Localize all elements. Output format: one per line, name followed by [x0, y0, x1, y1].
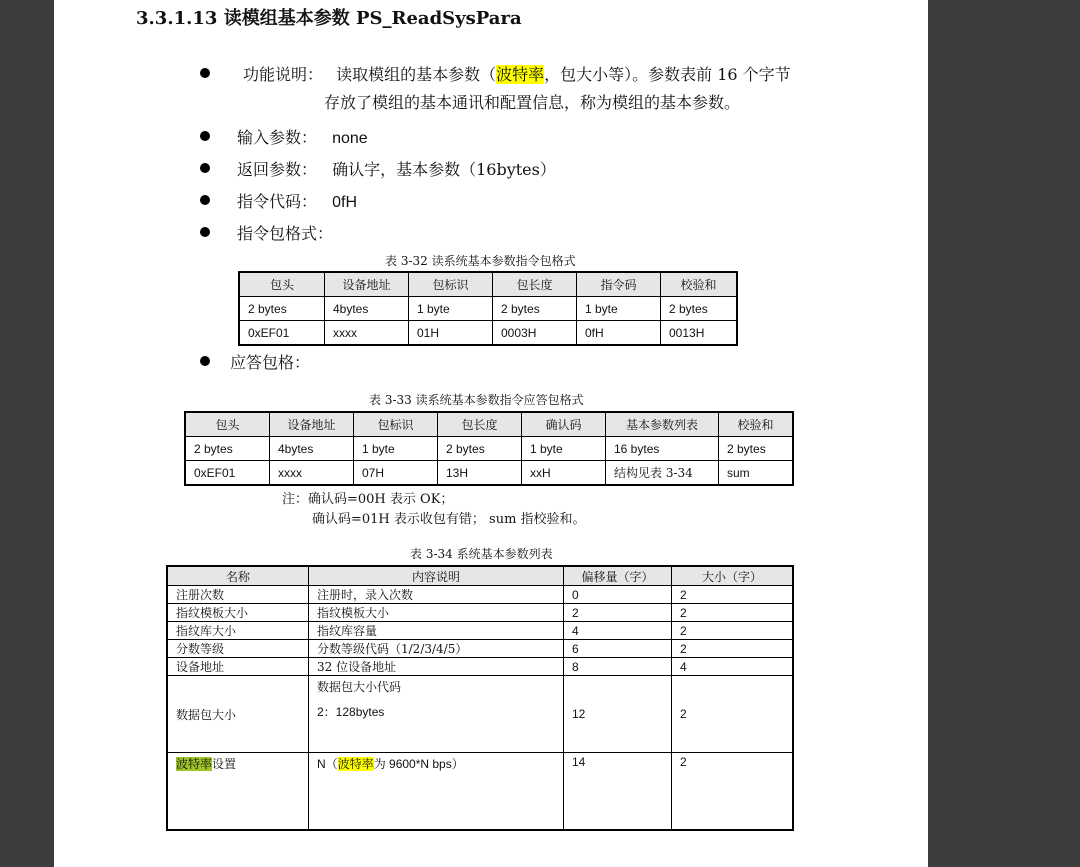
- table-row: [167, 604, 793, 622]
- param-offset: 4: [564, 622, 672, 640]
- param-name: 分数等级: [167, 640, 309, 658]
- param-desc: 32 位设备地址: [309, 658, 564, 676]
- table-cell: 4bytes: [325, 297, 409, 321]
- param-offset: 12: [564, 676, 672, 753]
- bullet-dot: [200, 227, 210, 237]
- header-cell: 设备地址: [325, 272, 409, 297]
- param-size: 2: [672, 640, 794, 658]
- bullet-dot: [200, 195, 210, 205]
- baud-name-highlight: 波特率: [176, 757, 213, 771]
- table-row: [167, 753, 793, 830]
- table-cell: 07H: [354, 461, 438, 486]
- param-desc: 指纹库容量: [309, 622, 564, 640]
- baud-desc-b: 为 9600*N bps）: [373, 757, 464, 771]
- header-cell: 包长度: [493, 272, 577, 297]
- document-page: [54, 0, 928, 867]
- param-size: 2: [672, 753, 794, 830]
- code-value: 0fH: [332, 194, 358, 211]
- return-value: 确认字，基本参数（16bytes）: [332, 160, 556, 179]
- table-cell: 1 byte: [409, 297, 493, 321]
- return-label: 返回参数：: [237, 160, 318, 179]
- header-cell: 名称: [167, 566, 309, 586]
- param-size: 2: [672, 676, 794, 753]
- table-cell: 0003H: [493, 321, 577, 346]
- table-row: [167, 640, 793, 658]
- table-row: [185, 461, 793, 486]
- code-label: 指令代码：: [237, 192, 318, 211]
- func-label: 功能说明：: [243, 65, 324, 84]
- table-cell: 2 bytes: [493, 297, 577, 321]
- param-name: 注册次数: [167, 586, 309, 604]
- table-row: [167, 658, 793, 676]
- table-cell: 2 bytes: [185, 437, 270, 461]
- param-desc: [309, 676, 564, 753]
- bullet-dot: [200, 163, 210, 173]
- header-cell: 包标识: [409, 272, 493, 297]
- param-offset: 2: [564, 604, 672, 622]
- func-text-c: 存放了模组的基本通讯和配置信息，称为模组的基本参数。: [324, 93, 741, 112]
- header-cell: 偏移量（字）: [564, 566, 672, 586]
- table-row: [167, 622, 793, 640]
- baud-highlight: 波特率: [496, 65, 545, 84]
- param-offset: 0: [564, 586, 672, 604]
- table-cell: 2 bytes: [438, 437, 522, 461]
- table-row: [239, 321, 737, 346]
- param-size: 2: [672, 622, 794, 640]
- param-desc-line-2: 2：128bytes: [317, 705, 385, 719]
- bullet-dot: [200, 356, 210, 366]
- table-header-row: [185, 412, 793, 437]
- table-cell: 01H: [409, 321, 493, 346]
- function-description: [243, 62, 791, 85]
- param-size: 2: [672, 604, 794, 622]
- param-name: 指纹库大小: [167, 622, 309, 640]
- func-text-b: ，包大小等）。参数表前 16 个字节: [544, 65, 791, 84]
- table-cell: 4bytes: [270, 437, 354, 461]
- table2-caption: 表 3-33 读系统基本参数指令应答包格式: [369, 393, 584, 407]
- param-desc-line-1: 数据包大小代码: [317, 680, 402, 694]
- table-cell: 1 byte: [522, 437, 606, 461]
- table-cell: 2 bytes: [719, 437, 794, 461]
- baud-desc-a: N（: [317, 757, 338, 771]
- table-cell: sum: [719, 461, 794, 486]
- header-cell: 包标识: [354, 412, 438, 437]
- param-desc: 分数等级代码（1/2/3/4/5）: [309, 640, 564, 658]
- param-size: 2: [672, 586, 794, 604]
- table-row: [167, 586, 793, 604]
- param-desc: 指纹模板大小: [309, 604, 564, 622]
- table-row: [167, 676, 793, 753]
- header-cell: 指令码: [577, 272, 661, 297]
- header-cell: 内容说明: [309, 566, 564, 586]
- return-params: [237, 157, 556, 180]
- header-cell: 包头: [239, 272, 325, 297]
- param-offset: 14: [564, 753, 672, 830]
- table-cell: 13H: [438, 461, 522, 486]
- input-params: [237, 125, 368, 148]
- table-cell: 2 bytes: [661, 297, 738, 321]
- table-row: [185, 437, 793, 461]
- param-name: [167, 753, 309, 830]
- table-cell: 0xEF01: [239, 321, 325, 346]
- bullet-dot: [200, 68, 210, 78]
- input-value: none: [332, 130, 368, 147]
- table-cell: xxxx: [270, 461, 354, 486]
- param-name: 指纹模板大小: [167, 604, 309, 622]
- table-cell: 0xEF01: [185, 461, 270, 486]
- header-cell: 包长度: [438, 412, 522, 437]
- reply-label: 应答包格：: [230, 353, 311, 372]
- header-cell: 校验和: [719, 412, 794, 437]
- baud-name-rest: 设置: [212, 757, 237, 771]
- header-cell: 校验和: [661, 272, 738, 297]
- param-size: 4: [672, 658, 794, 676]
- header-cell: 基本参数列表: [606, 412, 719, 437]
- command-packet-table: [238, 271, 738, 346]
- param-name: 设备地址: [167, 658, 309, 676]
- header-cell: 设备地址: [270, 412, 354, 437]
- param-desc: [309, 753, 564, 830]
- header-cell: 包头: [185, 412, 270, 437]
- table-cell: 结构见表 3-34: [606, 461, 719, 486]
- table-cell: 16 bytes: [606, 437, 719, 461]
- section-title: 3.3.1.13 读模组基本参数 PS_ReadSysPara: [136, 8, 522, 29]
- instruction-code: [237, 189, 357, 212]
- table1-caption: 表 3-32 读系统基本参数指令包格式: [385, 254, 576, 268]
- table-cell: 1 byte: [577, 297, 661, 321]
- table-header-row: [167, 566, 793, 586]
- note-line-2: 确认码=01H 表示收包有错； sum 指校验和。: [312, 512, 586, 527]
- reply-packet-table: [184, 411, 794, 486]
- baud-desc-highlight: 波特率: [337, 757, 374, 771]
- table-cell: xxxx: [325, 321, 409, 346]
- table3-caption: 表 3-34 系统基本参数列表: [410, 547, 553, 561]
- input-label: 输入参数：: [237, 128, 318, 147]
- param-desc: 注册时，录入次数: [309, 586, 564, 604]
- param-offset: 8: [564, 658, 672, 676]
- table-row: [239, 297, 737, 321]
- header-cell: 大小（字）: [672, 566, 794, 586]
- header-cell: 确认码: [522, 412, 606, 437]
- table-cell: 0fH: [577, 321, 661, 346]
- table-cell: xxH: [522, 461, 606, 486]
- table-header-row: [239, 272, 737, 297]
- bullet-dot: [200, 131, 210, 141]
- param-name: 数据包大小: [167, 676, 309, 753]
- system-params-table: [166, 565, 794, 831]
- table-cell: 2 bytes: [239, 297, 325, 321]
- table-cell: 0013H: [661, 321, 738, 346]
- param-offset: 6: [564, 640, 672, 658]
- func-text-a: 读取模组的基本参数（: [336, 65, 497, 84]
- packet-label: 指令包格式：: [237, 224, 334, 243]
- table-cell: 1 byte: [354, 437, 438, 461]
- note-line-1: 注：确认码=00H 表示 OK；: [282, 492, 454, 507]
